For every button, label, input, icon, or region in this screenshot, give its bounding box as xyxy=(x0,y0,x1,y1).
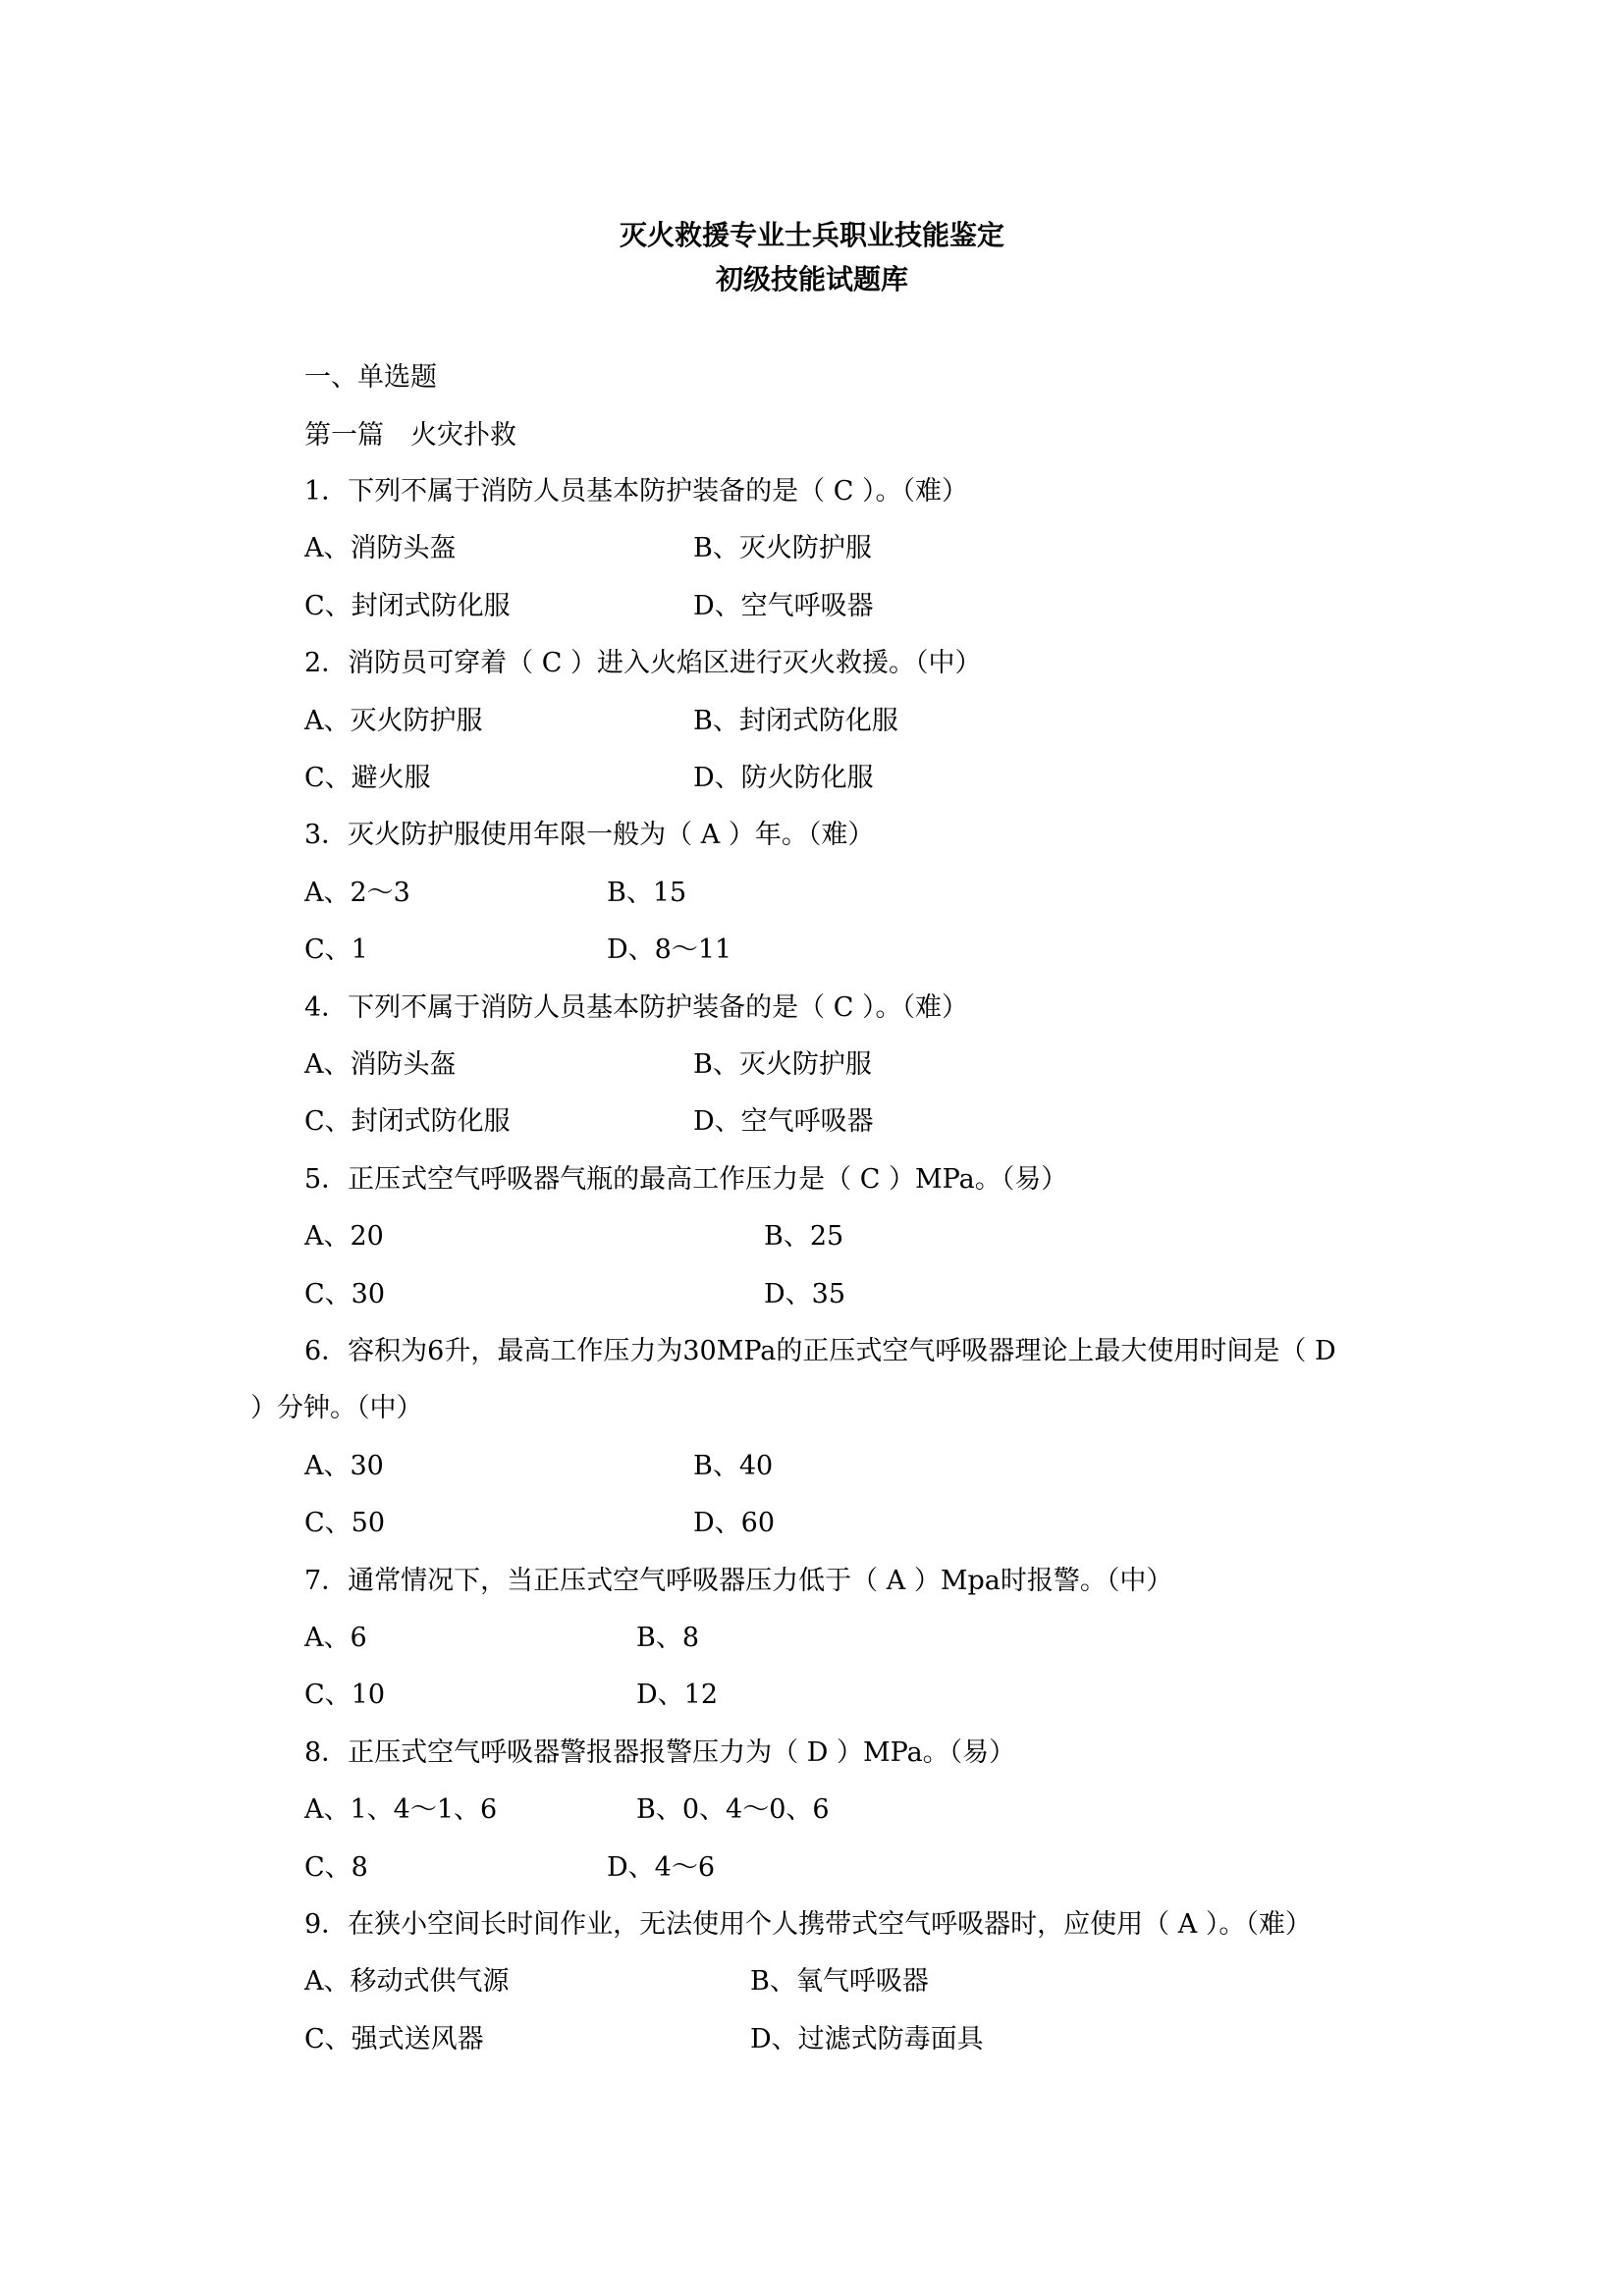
option-b: B、0、4～0、6 xyxy=(636,1794,830,1826)
option-a: A、6 xyxy=(304,1623,367,1653)
option-b: B、灭火防护服 xyxy=(693,1049,872,1080)
option-d: D、4～6 xyxy=(607,1851,716,1883)
question-text: 7．通常情况下，当正压式空气呼吸器压力低于（ A ）Mpa时报警。（中） xyxy=(304,1565,1173,1596)
option-d: D、8～11 xyxy=(607,934,732,966)
option-c: C、30 xyxy=(304,1278,386,1309)
option-a: A、2～3 xyxy=(304,877,410,908)
option-c: C、封闭式防化服 xyxy=(304,1106,511,1138)
option-a: A、消防头盔 xyxy=(304,1049,457,1080)
option-d: D、防火防化服 xyxy=(693,763,874,793)
document-subtitle: 初级技能试题库 xyxy=(715,263,908,295)
option-d: D、空气呼吸器 xyxy=(693,1106,874,1138)
chapter-heading: 第一篇 火灾扑救 xyxy=(304,420,516,451)
option-d: D、12 xyxy=(636,1680,719,1711)
option-b: B、25 xyxy=(764,1221,844,1253)
question-text: 6．容积为6升，最高工作压力为30MPa的正压式空气呼吸器理论上最大使用时间是（ D xyxy=(304,1336,1336,1366)
option-b: B、灭火防护服 xyxy=(693,533,872,564)
option-b: B、氧气呼吸器 xyxy=(750,1966,929,1998)
question-text-continued: ）分钟。（中） xyxy=(250,1393,423,1424)
option-b: B、封闭式防化服 xyxy=(693,705,898,736)
option-c: C、8 xyxy=(304,1851,368,1883)
question-text: 3．灭火防护服使用年限一般为（ A ）年。（难） xyxy=(304,820,875,851)
option-d: D、60 xyxy=(693,1508,776,1539)
question-text: 5．正压式空气呼吸器气瓶的最高工作压力是（ C ）MPa。（易） xyxy=(304,1163,1068,1195)
option-c: C、强式送风器 xyxy=(304,2023,484,2055)
option-a: A、30 xyxy=(304,1450,384,1481)
question-text: 4．下列不属于消防人员基本防护装备的是（ C ）。（难） xyxy=(304,991,969,1023)
question-text: 1．下列不属于消防人员基本防护装备的是（ C ）。（难） xyxy=(304,476,969,507)
question-text: 9．在狭小空间长时间作业，无法使用个人携带式空气呼吸器时，应使用（ A ）。（难） xyxy=(304,1909,1312,1940)
section-heading: 一、单选题 xyxy=(304,362,437,393)
option-c: C、10 xyxy=(304,1680,386,1711)
option-a: A、20 xyxy=(304,1221,384,1253)
document-title: 灭火救援专业士兵职业技能鉴定 xyxy=(619,219,1004,251)
option-d: D、过滤式防毒面具 xyxy=(750,2023,984,2055)
question-text: 8．正压式空气呼吸器警报器报警压力为（ D ）MPa。（易） xyxy=(304,1736,1016,1768)
option-a: A、1、4～1、6 xyxy=(304,1794,498,1826)
option-a: A、消防头盔 xyxy=(304,533,457,564)
option-c: C、封闭式防化服 xyxy=(304,590,511,621)
option-c: C、50 xyxy=(304,1508,386,1539)
option-d: D、35 xyxy=(764,1278,846,1309)
question-text: 2．消防员可穿着（ C ）进入火焰区进行灭火救援。（中） xyxy=(304,648,982,679)
option-a: A、灭火防护服 xyxy=(304,705,483,736)
option-b: B、15 xyxy=(607,877,687,908)
option-c: C、避火服 xyxy=(304,763,431,793)
option-c: C、1 xyxy=(304,934,368,966)
option-b: B、40 xyxy=(693,1450,774,1481)
option-a: A、移动式供气源 xyxy=(304,1966,510,1998)
option-d: D、空气呼吸器 xyxy=(693,590,874,621)
option-b: B、8 xyxy=(636,1623,700,1653)
